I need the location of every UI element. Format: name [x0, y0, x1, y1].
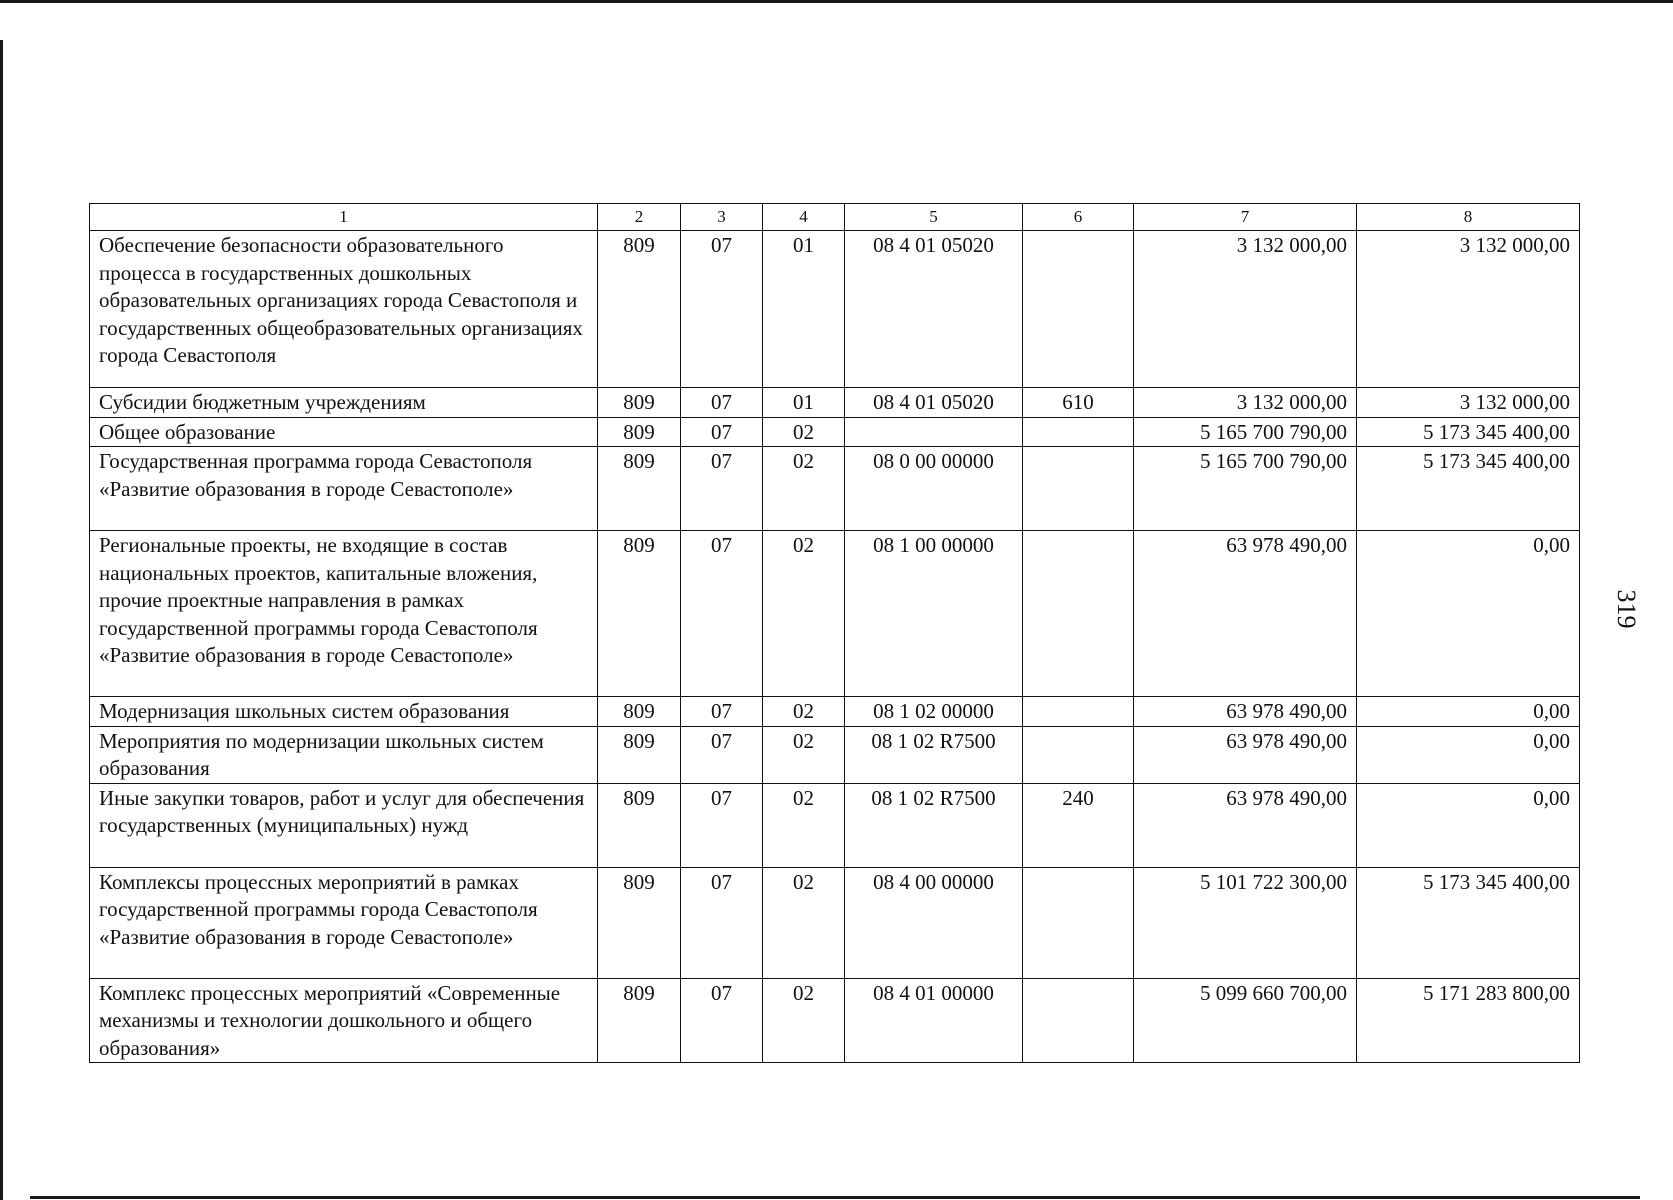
row-amount-2: 3 132 000,00: [1357, 231, 1580, 388]
row-section: 07: [681, 447, 763, 531]
row-amount-1: 5 101 722 300,00: [1134, 867, 1357, 978]
row-expense-type: [1023, 697, 1134, 727]
row-amount-2: 5 173 345 400,00: [1357, 867, 1580, 978]
row-expense-type: [1023, 531, 1134, 697]
row-subsection: 02: [763, 726, 845, 783]
row-amount-2: 5 173 345 400,00: [1357, 417, 1580, 447]
row-subsection: 01: [763, 231, 845, 388]
row-expense-type: [1023, 978, 1134, 1063]
table-row: [90, 388, 1580, 418]
table-row: [90, 447, 1580, 531]
row-section: 07: [681, 697, 763, 727]
row-name: Комплексы процессных мероприятий в рамках государственной программы города Севастополя «Развитие образования в городе Севастополе»: [90, 867, 598, 978]
row-target-article: 08 1 02 R7500: [845, 726, 1023, 783]
row-section: 07: [681, 388, 763, 418]
header-cell-1: 1: [90, 204, 598, 231]
header-cell-2: 2: [598, 204, 681, 231]
row-subsection: 02: [763, 697, 845, 727]
row-target-article: 08 1 00 00000: [845, 531, 1023, 697]
row-expense-type: 240: [1023, 783, 1134, 867]
row-amount-1: 63 978 490,00: [1134, 531, 1357, 697]
row-amount-2: 0,00: [1357, 697, 1580, 727]
row-amount-1: 5 099 660 700,00: [1134, 978, 1357, 1063]
row-name: Государственная программа города Севастополя «Развитие образования в городе Севастополе»: [90, 447, 598, 531]
row-name: Субсидии бюджетным учреждениям: [90, 388, 598, 418]
row-amount-2: 0,00: [1357, 726, 1580, 783]
row-amount-1: 5 165 700 790,00: [1134, 447, 1357, 531]
row-amount-1: 63 978 490,00: [1134, 726, 1357, 783]
row-name: Комплекс процессных мероприятий «Современные механизмы и технологии дошкольного и общего образования»: [90, 978, 598, 1063]
row-subsection: 02: [763, 531, 845, 697]
row-ministry-code: 809: [598, 231, 681, 388]
row-name: Региональные проекты, не входящие в состав национальных проектов, капитальные вложения, прочие проектные направления в рамках государственной программы города Севастополя «Развитие образования в городе Севастополе»: [90, 531, 598, 697]
row-expense-type: [1023, 867, 1134, 978]
row-expense-type: [1023, 726, 1134, 783]
row-expense-type: [1023, 417, 1134, 447]
row-amount-1: 63 978 490,00: [1134, 697, 1357, 727]
row-target-article: [845, 417, 1023, 447]
row-name: Модернизация школьных систем образования: [90, 697, 598, 727]
row-target-article: 08 1 02 R7500: [845, 783, 1023, 867]
row-target-article: 08 4 01 05020: [845, 388, 1023, 418]
scan-edge-left: [0, 40, 3, 1200]
row-subsection: 02: [763, 867, 845, 978]
row-amount-2: 0,00: [1357, 783, 1580, 867]
row-ministry-code: 809: [598, 978, 681, 1063]
row-ministry-code: 809: [598, 726, 681, 783]
row-target-article: 08 4 00 00000: [845, 867, 1023, 978]
row-ministry-code: 809: [598, 697, 681, 727]
header-cell-8: 8: [1357, 204, 1580, 231]
row-amount-1: 63 978 490,00: [1134, 783, 1357, 867]
row-amount-1: 3 132 000,00: [1134, 231, 1357, 388]
table-header-row: [90, 204, 1580, 231]
header-cell-6: 6: [1023, 204, 1134, 231]
row-ministry-code: 809: [598, 447, 681, 531]
table-row: [90, 697, 1580, 727]
budget-table: [89, 203, 1580, 1063]
row-amount-1: 3 132 000,00: [1134, 388, 1357, 418]
row-subsection: 01: [763, 388, 845, 418]
row-expense-type: [1023, 447, 1134, 531]
table-row: [90, 978, 1580, 1063]
table-row: [90, 867, 1580, 978]
row-subsection: 02: [763, 783, 845, 867]
row-section: 07: [681, 726, 763, 783]
row-section: 07: [681, 231, 763, 388]
table-row: [90, 231, 1580, 388]
row-target-article: 08 4 01 00000: [845, 978, 1023, 1063]
row-subsection: 02: [763, 447, 845, 531]
row-ministry-code: 809: [598, 417, 681, 447]
row-subsection: 02: [763, 978, 845, 1063]
row-amount-2: 0,00: [1357, 531, 1580, 697]
row-name: Иные закупки товаров, работ и услуг для обеспечения государственных (муниципальных) нужд: [90, 783, 598, 867]
table-row: [90, 726, 1580, 783]
row-amount-2: 3 132 000,00: [1357, 388, 1580, 418]
scan-edge-bottom: [30, 1196, 1640, 1199]
row-target-article: 08 0 00 00000: [845, 447, 1023, 531]
header-cell-7: 7: [1134, 204, 1357, 231]
row-ministry-code: 809: [598, 867, 681, 978]
row-amount-2: 5 171 283 800,00: [1357, 978, 1580, 1063]
row-section: 07: [681, 978, 763, 1063]
row-section: 07: [681, 531, 763, 697]
row-name: Общее образование: [90, 417, 598, 447]
row-section: 07: [681, 867, 763, 978]
row-target-article: 08 4 01 05020: [845, 231, 1023, 388]
row-name: Мероприятия по модернизации школьных систем образования: [90, 726, 598, 783]
row-ministry-code: 809: [598, 388, 681, 418]
header-cell-5: 5: [845, 204, 1023, 231]
row-expense-type: [1023, 231, 1134, 388]
row-amount-1: 5 165 700 790,00: [1134, 417, 1357, 447]
row-name: Обеспечение безопасности образовательного процесса в государственных дошкольных образовательных организациях города Севастополя и государственных общеобразовательных организациях города Севастополя: [90, 231, 598, 388]
row-expense-type: 610: [1023, 388, 1134, 418]
table-row: [90, 417, 1580, 447]
row-subsection: 02: [763, 417, 845, 447]
table-row: [90, 783, 1580, 867]
row-ministry-code: 809: [598, 531, 681, 697]
table-row: [90, 531, 1580, 697]
row-section: 07: [681, 417, 763, 447]
row-section: 07: [681, 783, 763, 867]
row-ministry-code: 809: [598, 783, 681, 867]
header-cell-4: 4: [763, 204, 845, 231]
header-cell-3: 3: [681, 204, 763, 231]
scan-edge-top: [0, 0, 1673, 3]
page-number: 319: [1612, 589, 1641, 629]
row-target-article: 08 1 02 00000: [845, 697, 1023, 727]
row-amount-2: 5 173 345 400,00: [1357, 447, 1580, 531]
